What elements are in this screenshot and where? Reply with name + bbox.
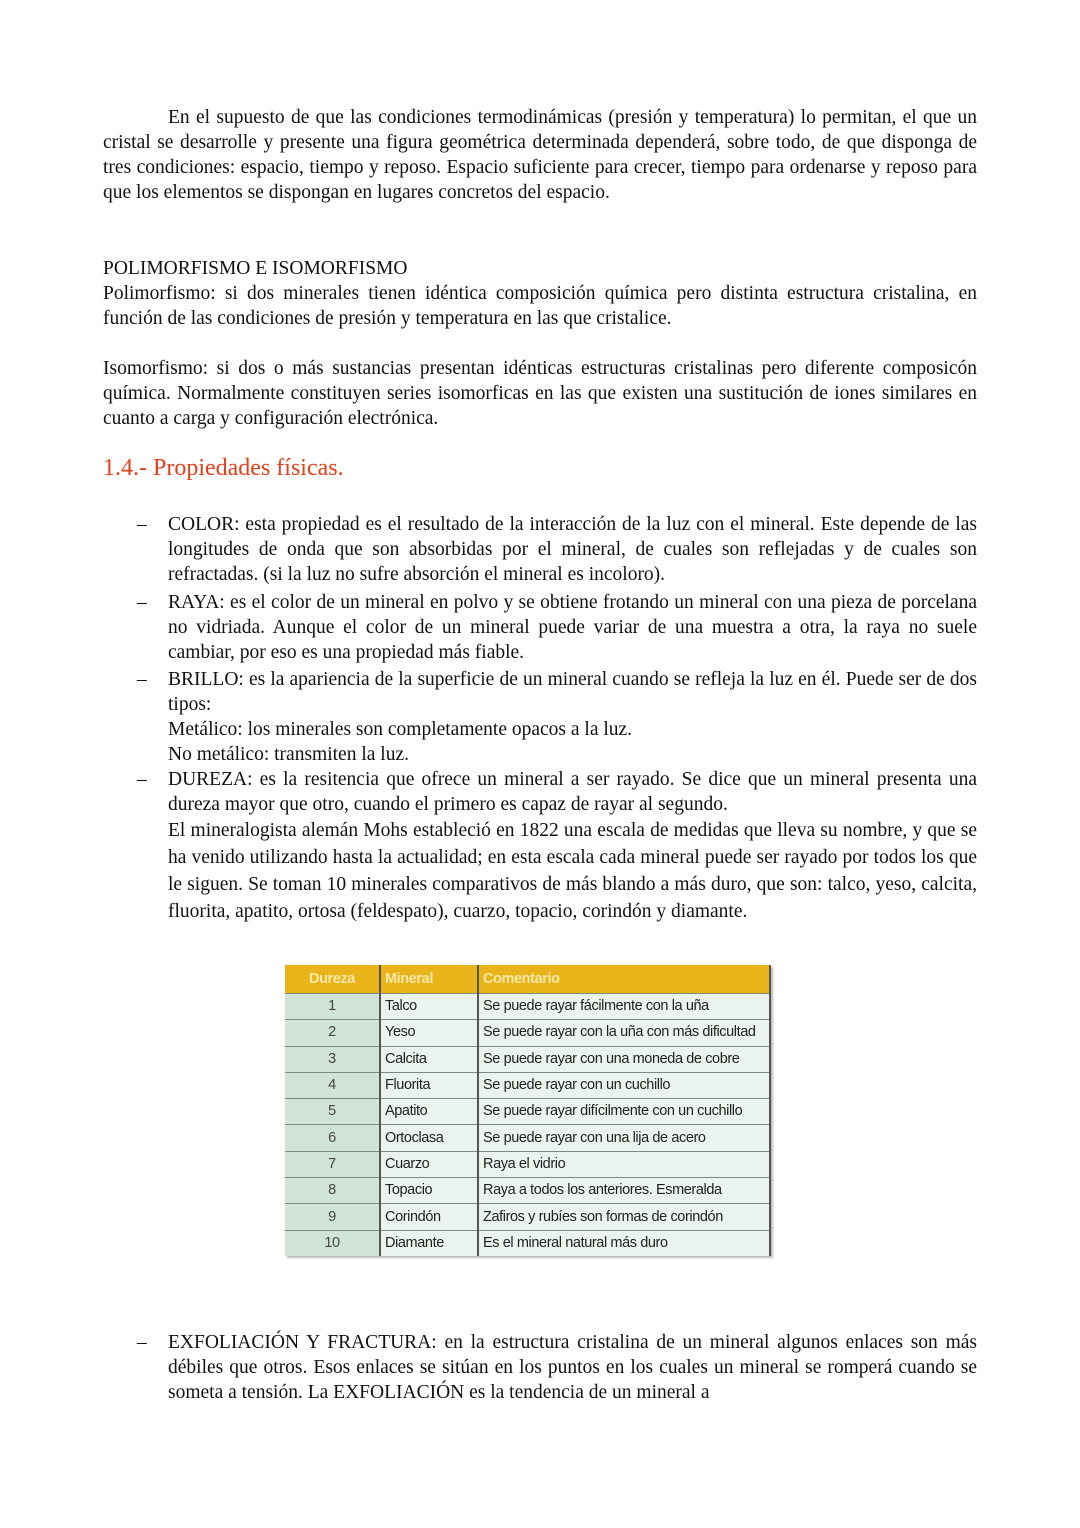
table-row [285,1099,770,1125]
mineral-cell: Yeso [380,1020,478,1046]
table-row [285,1046,770,1072]
dash: – [137,669,147,690]
dash: – [137,769,147,790]
table-row [285,1020,770,1046]
comentario-cell: Raya el vidrio [478,1151,770,1177]
item-text: El mineralogista alemán Mohs estableció en 1822 una escala de medidas que lleva su nombre, y que se ha venido utilizando hasta la actualidad; en esta escala cada mineral puede ser rayado por todos los que le siguen. Se toman 10 minerales comparativos de más blando a más duro, que son: talco, yeso, calcita, fluorita, apatito, ortosa (feldespato), cuarzo, topacio, corindón y diamante. [168,820,977,922]
table-row [285,1178,770,1204]
mineral-cell: Diamante [380,1230,478,1256]
dureza-cell: 3 [285,1046,380,1072]
dureza-cell: 8 [285,1178,380,1204]
table-row [285,1151,770,1177]
properties-list-continued [103,1330,977,1405]
polimorfismo-paragraph: Polimorfismo: si dos minerales tienen idéntica composición química pero distinta estructura cristalina, en función de las condiciones de presión y temperatura en las que cristalice. [103,283,977,329]
table-row [285,1125,770,1151]
list-item [103,1330,977,1405]
mineral-cell: Cuarzo [380,1151,478,1177]
dureza-cell: 4 [285,1072,380,1098]
dureza-cell: 2 [285,1020,380,1046]
comentario-cell: Se puede rayar con la uña con más dificultad [478,1020,770,1046]
mineral-cell: Ortoclasa [380,1125,478,1151]
comentario-cell: Se puede rayar fácilmente con la uña [478,994,770,1020]
comentario-cell: Se puede rayar difícilmente con un cuchillo [478,1099,770,1125]
table-row [285,1072,770,1098]
list-item [103,512,977,587]
list-item [103,590,977,665]
mineral-cell: Apatito [380,1099,478,1125]
list-item [103,667,977,767]
comentario-cell: Raya a todos los anteriores. Esmeralda [478,1178,770,1204]
comentario-cell: Se puede rayar con un cuchillo [478,1072,770,1098]
header-mineral: Mineral [380,965,478,994]
item-text: EXFOLIACIÓN Y FRACTURA: en la estructura cristalina de un mineral algunos enlaces son más débiles que otros. Esos enlaces se sitúan en los puntos en los cuales un mineral se romperá cuando se someta a tensión. La EXFOLIACIÓN es la tendencia de un mineral a [168,1332,977,1403]
isomorfismo-paragraph: Isomorfismo: si dos o más sustancias presentan idénticas estructuras cristalinas pero diferente composicón química. Normalmente constituyen series isomorficas en las que existen una sustitución de iones similares en cuanto a carga y configuración electrónica. [103,358,977,429]
dureza-cell: 7 [285,1151,380,1177]
header-comentario: Comentario [478,965,770,994]
dureza-cell: 5 [285,1099,380,1125]
comentario-cell: Es el mineral natural más duro [478,1230,770,1256]
mineral-cell: Corindón [380,1204,478,1230]
item-text: Metálico: los minerales son completamente opacos a la luz. [168,719,633,740]
item-text: DUREZA: es la resitencia que ofrece un mineral a ser rayado. Se dice que un mineral presenta una dureza mayor que otro, cuando el primero es capaz de rayar al segundo. [168,769,977,815]
dureza-cell: 6 [285,1125,380,1151]
section-title: POLIMORFISMO E ISOMORFISMO [103,258,408,279]
dureza-cell: 9 [285,1204,380,1230]
mineral-cell: Topacio [380,1178,478,1204]
dash: – [137,514,147,535]
table-row [285,1204,770,1230]
dash: – [137,592,147,613]
dureza-cell: 10 [285,1230,380,1256]
comentario-cell: Zafiros y rubíes son formas de corindón [478,1204,770,1230]
item-text: COLOR: esta propiedad es el resultado de la interacción de la luz con el mineral. Este depende de las longitudes de onda que son absorbidas por el mineral, de cuales son reflejadas y de cuales son refractadas. (si la luz no sufre absorción el mineral es incoloro). [168,514,977,585]
comentario-cell: Se puede rayar con una lija de acero [478,1125,770,1151]
item-text: BRILLO: es la apariencia de la superficie de un mineral cuando se refleja la luz en él. Puede ser de dos tipos: [168,669,977,715]
intro-paragraph: En el supuesto de que las condiciones termodinámicas (presión y temperatura) lo permitan, el que un cristal se desarrolle y presente una figura geométrica determinada dependerá, sobre todo, de que disponga de tres condiciones: espacio, tiempo y reposo. Espacio suficiente para crecer, tiempo para ordenarse y reposo para que los elementos se dispongan en lugares concretos del espacio. [103,107,977,203]
header-dureza: Dureza [285,965,380,994]
dureza-cell: 1 [285,994,380,1020]
mineral-cell: Talco [380,994,478,1020]
properties-list [103,512,977,925]
dash: – [137,1332,147,1353]
heading-propiedades: 1.4.- Propiedades físicas. [103,455,344,481]
mineral-cell: Calcita [380,1046,478,1072]
item-text: No metálico: transmiten la luz. [168,744,409,765]
item-text: RAYA: es el color de un mineral en polvo y se obtiene frotando un mineral con una pieza de porcelana no vidriada. Aunque el color de un mineral puede variar de una muestra a otra, la raya no suele cambiar, por eso es una propiedad más fiable. [168,592,977,663]
table-row [285,1230,770,1256]
table-row [285,994,770,1020]
list-item [103,767,977,925]
mineral-cell: Fluorita [380,1072,478,1098]
mohs-table [285,965,771,1256]
comentario-cell: Se puede rayar con una moneda de cobre [478,1046,770,1072]
